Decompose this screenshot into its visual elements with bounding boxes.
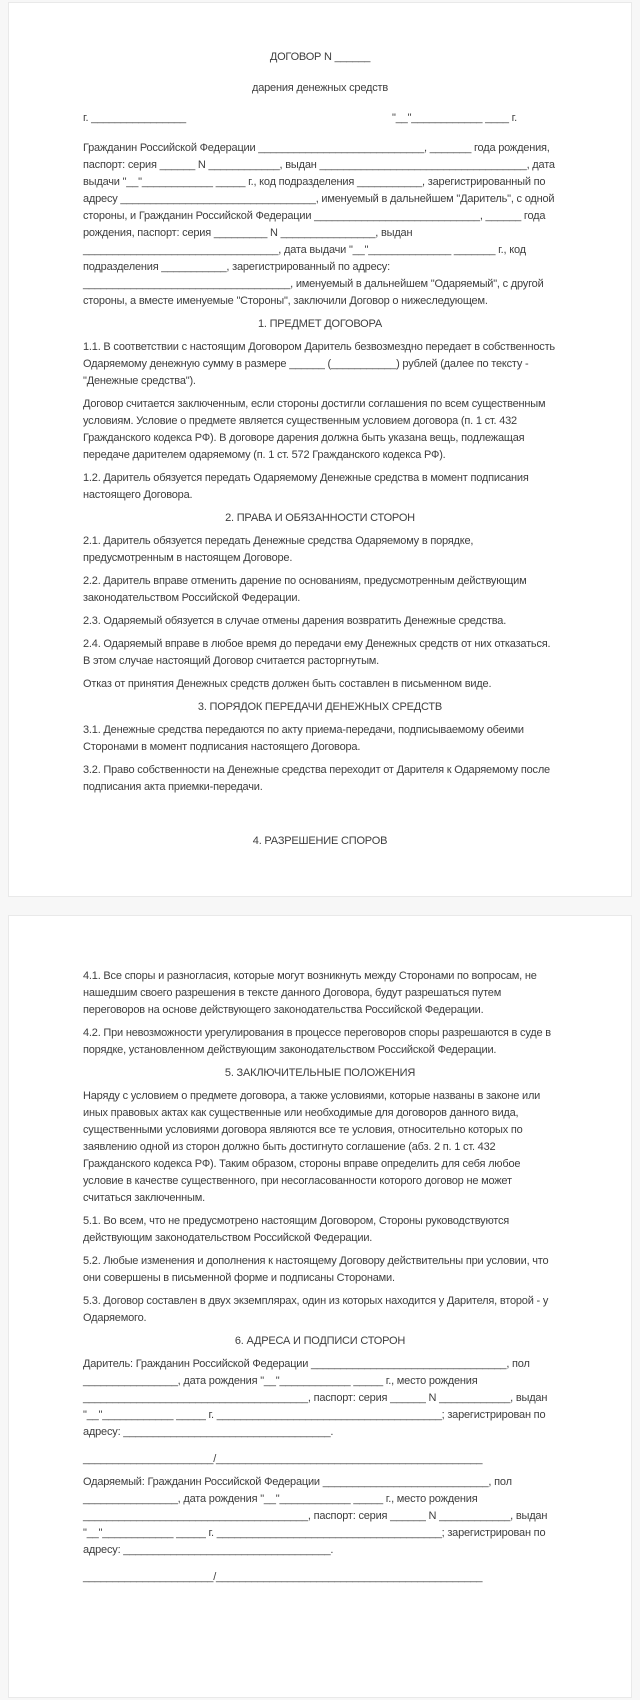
document-page-2 bbox=[8, 915, 632, 1698]
document-title: ДОГОВОР N ______ bbox=[269, 51, 371, 63]
date-blank-field: "__"____________ ____ г. bbox=[392, 112, 517, 124]
clause-5-1: 5.1. Во всем, что не предусмотрено настоящим Договором, Стороны руководствуются действующим законодательством Российской Федерации. bbox=[83, 1215, 510, 1244]
clause-1-1: 1.1. В соответствии с настоящим Договором Даритель безвозмездно передает в собственность Одаряемому денежную сумму в размере ______ (___________) рублей (далее по тексту - "Денежные средства"). bbox=[83, 341, 555, 387]
clause-5-2: 5.2. Любые изменения и дополнения к настоящему Договору действительны при условии, что они совершены в письменной форме и подписаны Сторонами. bbox=[83, 1255, 549, 1284]
section-1-heading: 1. ПРЕДМЕТ ДОГОВОРА bbox=[257, 318, 383, 330]
clause-3-2: 3.2. Право собственности на Денежные средства переходит от Дарителя к Одаряемому после подписания акта приемки-передачи. bbox=[83, 764, 550, 793]
donee-details-block: Одаряемый: Гражданин Российской Федерации ____________________________, пол ________________, дата рождения "__"____________ _____ г., место рождения ______________________________________, паспорт: серия ______ N ____________, выдан "__"____________ _____ г. ______________________________________; зарегистрирован по адресу: ___________________________________. bbox=[83, 1476, 548, 1556]
document-page-1 bbox=[8, 2, 632, 897]
clause-3-1: 3.1. Денежные средства передаются по акту приема-передачи, подписываемому обеими Сторонами в момент подписания настоящего Договора. bbox=[83, 724, 524, 753]
section-2-heading: 2. ПРАВА И ОБЯЗАННОСТИ СТОРОН bbox=[225, 512, 415, 524]
clause-5-3: 5.3. Договор составлен в двух экземплярах, один из которых находится у Дарителя, второй - у Одаряемого. bbox=[83, 1295, 549, 1324]
donor-details-block: Даритель: Гражданин Российской Федерации _________________________________, пол ________________, дата рождения "__"____________ _____ г., место рождения ______________________________________, паспорт: серия ______ N ____________, выдан "__"____________ _____ г. ______________________________________; зарегистрирован по адресу: ___________________________________. bbox=[83, 1358, 548, 1438]
clause-2-2: 2.2. Даритель вправе отменить дарение по основаниям, предусмотренным действующим законодательством Российской Федерации. bbox=[83, 575, 527, 604]
section-3-heading: 3. ПОРЯДОК ПЕРЕДАЧИ ДЕНЕЖНЫХ СРЕДСТВ bbox=[197, 701, 443, 713]
section-6-heading: 6. АДРЕСА И ПОДПИСИ СТОРОН bbox=[234, 1335, 406, 1347]
clause-2-4: 2.4. Одаряемый вправе в любое время до передачи ему Денежных средств от них отказаться. В этом случае настоящий Договор считается расторгнутым. bbox=[83, 638, 551, 667]
section-5-heading: 5. ЗАКЛЮЧИТЕЛЬНЫЕ ПОЛОЖЕНИЯ bbox=[224, 1067, 416, 1079]
donor-signature-line: ______________________/_____________________________________________ bbox=[83, 1453, 483, 1465]
section-4-heading: 4. РАЗРЕШЕНИЕ СПОРОВ bbox=[252, 835, 388, 847]
clause-2-1: 2.1. Даритель обязуется передать Денежные средства Одаряемому в порядке, предусмотренным в настоящем Договоре. bbox=[83, 535, 474, 564]
clause-2-3: 2.3. Одаряемый обязуется в случае отмены дарения возвратить Денежные средства. bbox=[83, 615, 507, 627]
document-subtitle: дарения денежных средств bbox=[252, 82, 388, 94]
clause-1-1-note: Договор считается заключенным, если стороны достигли соглашения по всем существенным условиям. Условие о предмете является существенным условием договора (п. 1 ст. 432 Гражданского кодекса РФ). В договоре дарения должна быть указана вещь, подлежащая передаче дарителем одаряемому (п. 1 ст. 572 Гражданского кодекса РФ). bbox=[83, 398, 546, 461]
clause-2-4-note: Отказ от принятия Денежных средств должен быть составлен в письменном виде. bbox=[83, 678, 492, 690]
place-date-row bbox=[83, 110, 557, 127]
city-blank-field: г. ________________ bbox=[83, 112, 186, 124]
clause-4-2: 4.2. При невозможности урегулирования в процессе переговоров споры разрешаются в суде в порядке, установленном действующим законодательством Российской Федерации. bbox=[83, 1027, 551, 1056]
clause-5-note: Наряду с условием о предмете договора, а также условиями, которые названы в законе или иных правовых актах как существенные или необходимые для договоров данного вида, существенными условиями договора являются все те условия, относительно которых по заявлению одной из сторон должно быть достигнуто соглашение (абз. 2 п. 1 ст. 432 Гражданского кодекса РФ). Таким образом, стороны вправе определить для себя любое условие в качестве существенного, при несогласованности которого договор не может считаться заключенным. bbox=[83, 1090, 541, 1204]
clause-1-2: 1.2. Даритель обязуется передать Одаряемому Денежные средства в момент подписания настоящего Договора. bbox=[83, 472, 529, 501]
preamble-paragraph: Гражданин Российской Федерации ____________________________, _______ года рождения, паспорт: серия ______ N ____________, выдан ___________________________________, дата выдачи "__"____________ _____ г., код подразделения ___________, зарегистрированный по адресу _________________________________, именуемый в дальнейшем "Даритель", с одной стороны, и Гражданин Российской Федерации ____________________________, ______ года рождения, паспорт: серия _________ N ________________, выдан _________________________________, дата выдачи "__"______________ _______ г., код подразделения ___________, зарегистрированный по адресу: ___________________________________, именуемый в дальнейшем "Одаряемый", с другой стороны, а вместе именуемые "Стороны", заключили Договор о нижеследующем. bbox=[83, 142, 555, 307]
donee-signature-line: ______________________/_____________________________________________ bbox=[83, 1571, 483, 1583]
clause-4-1: 4.1. Все споры и разногласия, которые могут возникнуть между Сторонами по вопросам, не нашедшим своего разрешения в тексте данного Договора, будут разрешаться путем переговоров на основе действующего законодательства Российской Федерации. bbox=[83, 970, 537, 1016]
